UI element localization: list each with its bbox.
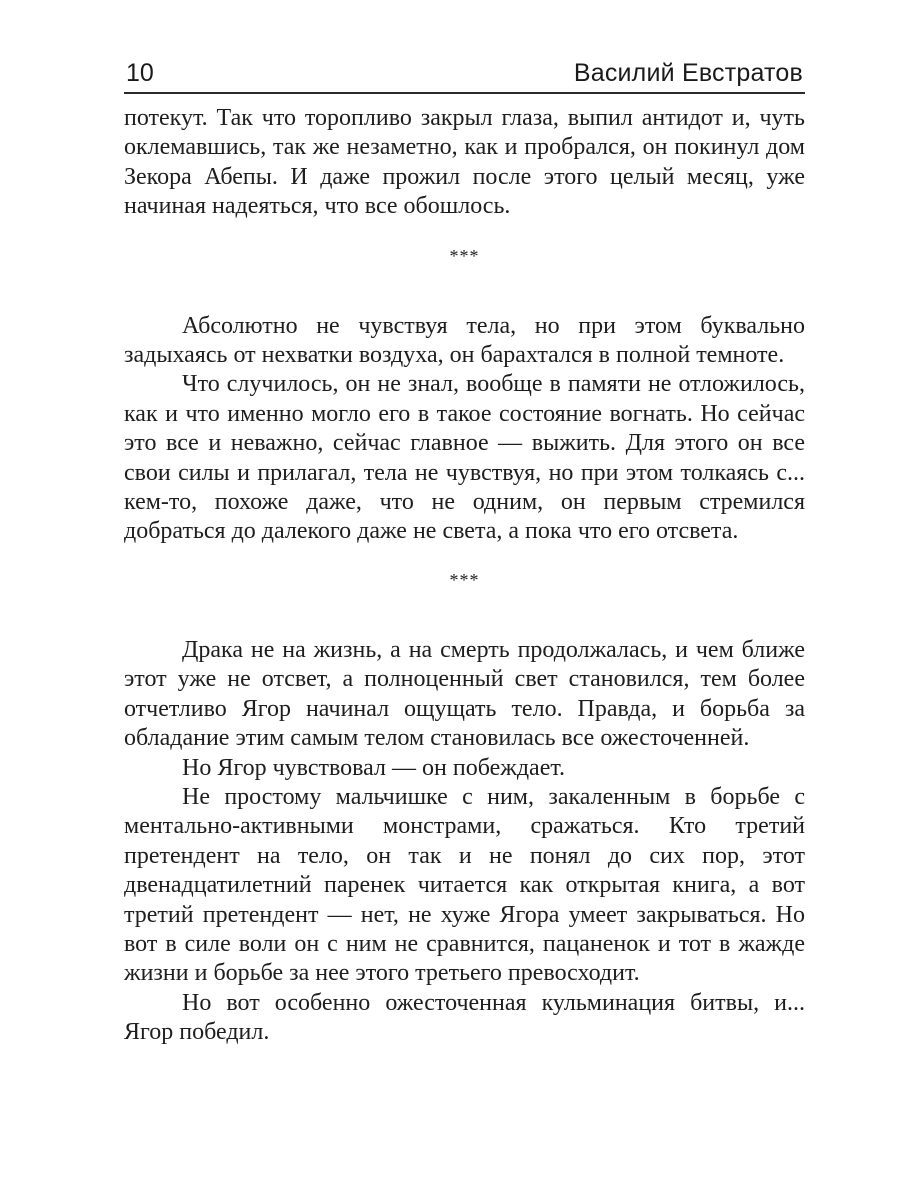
author-name: Василий Евстратов (573, 59, 803, 87)
paragraph-5: Но Ягор чувствовал — он побеждает. (182, 754, 566, 781)
paragraph-6: Не простому мальчишке с ним, закаленным в борьбе с ментально-активными монстрами, сражаться. Кто третий претендент на тело, он так и не понял до сих пор, этот двенадцатилетний паренек читается как открытая книга, а вот третий претендент — нет, не хуже Ягора умеет закрываться. Но вот в силе воли он с ним не сравнится, пацаненок и тот в жажде жизни и борьбе за нее этого третьего превосходит. (124, 783, 805, 987)
body-text (124, 104, 805, 1048)
running-header (124, 52, 805, 94)
paragraph-7: Но вот особенно ожесточенная кульминация битвы, и... Ягор победил. (124, 989, 805, 1046)
page-number: 10 (126, 59, 154, 87)
section-separator-1: *** (449, 245, 480, 266)
section-separator-2: *** (449, 569, 480, 590)
paragraph-3: Что случилось, он не знал, вообще в памяти не отложилось, как и что именно могло его в такое состояние вогнать. Но сейчас это все и неважно, сейчас главное — выжить. Для этого он все свои силы и прилагал, тела не чувствуя, но при этом толкаясь с... кем-то, похоже даже, что не одним, он первым стремился добраться до далекого даже не света, а пока что его отсвета. (124, 371, 805, 545)
paragraph-4: Драка не на жизнь, а на смерть продолжалась, и чем ближе этот уже не отсвет, а полноценный свет становился, тем более отчетливо Ягор начинал ощущать тело. Правда, и борьба за обладание этим самым телом становилась все ожесточенней. (124, 636, 805, 752)
book-page (124, 52, 805, 1172)
paragraph-2: Абсолютно не чувствуя тела, но при этом буквально задыхаясь от нехватки воздуха, он барахтался в полной темноте. (124, 312, 805, 369)
paragraph-1: потекут. Так что торопливо закрыл глаза, выпил антидот и, чуть оклемавшись, так же незаметно, как и пробрался, он покинул дом Зекора Абепы. И даже прожил после этого целый месяц, уже начиная надеяться, что все обошлось. (124, 105, 805, 220)
